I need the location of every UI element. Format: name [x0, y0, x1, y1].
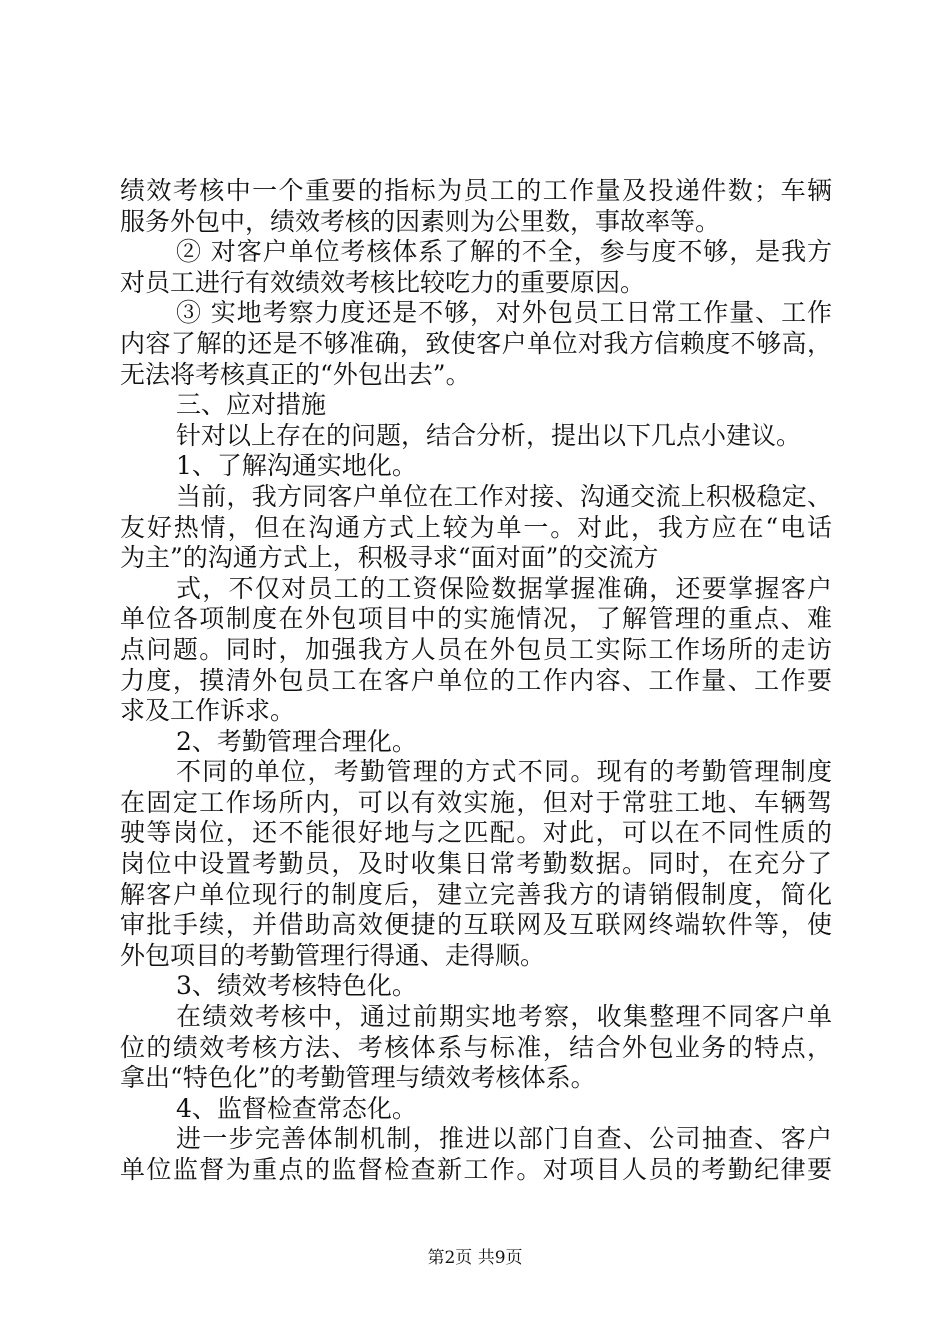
text-line: 当前，我方同客户单位在工作对接、沟通交流上积极稳定、 [176, 481, 832, 511]
text-line: 在固定工作场所内，可以有效实施，但对于常驻工地、车辆驾 [120, 787, 832, 817]
text-line: 三、应对措施 [176, 390, 327, 420]
text-line: 点问题。同时，加强我方人员在外包员工实际工作场所的走访 [120, 634, 832, 664]
text-line: 进一步完善体制机制，推进以部门自查、公司抽查、客户 [176, 1124, 832, 1154]
text-line: 2、考勤管理合理化。 [176, 726, 417, 756]
text-line: 3、绩效考核特色化。 [176, 971, 417, 1001]
text-line: 审批手续，并借助高效便捷的互联网及互联网终端软件等，使 [120, 910, 832, 940]
text-line: 服务外包中，绩效考核的因素则为公里数，事故率等。 [120, 206, 721, 236]
text-line: 为主”的沟通方式上，积极寻求“面对面”的交流方 [120, 543, 659, 573]
text-line: 无法将考核真正的“外包出去”。 [120, 359, 471, 389]
text-line: 在绩效考核中，通过前期实地考察，收集整理不同客户单 [176, 1002, 832, 1032]
text-line: 力度，摸清外包员工在客户单位的工作内容、工作量、工作要 [120, 665, 832, 695]
text-line: 绩效考核中一个重要的指标为员工的工作量及投递件数；车辆 [120, 176, 832, 205]
text-line: 对员工进行有效绩效考核比较吃力的重要原因。 [120, 267, 646, 297]
document-body [120, 176, 832, 1186]
text-line: 内容了解的还是不够准确，致使客户单位对我方信赖度不够高， [120, 328, 832, 358]
text-line: ③ 实地考察力度还是不够，对外包员工日常工作量、工作 [176, 298, 832, 328]
text-line: 位的绩效考核方法、考核体系与标准，结合外包业务的特点， [120, 1032, 832, 1062]
text-line: 求及工作诉求。 [120, 696, 296, 726]
text-line: 友好热情，但在沟通方式上较为单一。对此，我方应在“电话 [120, 512, 832, 542]
text-line: 式，不仅对员工的工资保险数据掌握准确，还要掌握客户 [176, 573, 832, 603]
text-line: 4、监督检查常态化。 [176, 1093, 417, 1123]
text-line: 单位各项制度在外包项目中的实施情况，了解管理的重点、难 [120, 604, 832, 634]
text-line: 拿出“特色化”的考勤管理与绩效考核体系。 [120, 1063, 596, 1093]
text-line: 驶等岗位，还不能很好地与之匹配。对此，可以在不同性质的 [120, 818, 832, 848]
text-line: 不同的单位，考勤管理的方式不同。现有的考勤管理制度 [176, 757, 832, 787]
text-line: 单位监督为重点的监督检查新工作。对项目人员的考勤纪律要 [120, 1155, 832, 1184]
text-line: 1、了解沟通实地化。 [176, 451, 417, 481]
text-line: 解客户单位现行的制度后，建立完善我方的请销假制度，简化 [120, 879, 832, 909]
text-line: 外包项目的考勤管理行得通、走得顺。 [120, 940, 546, 970]
text-line: 岗位中设置考勤员，及时收集日常考勤数据。同时，在充分了 [120, 849, 832, 879]
text-line: ② 对客户单位考核体系了解的不全，参与度不够，是我方 [176, 237, 832, 267]
page-footer: 第2页 共9页 [427, 1248, 523, 1268]
text-line: 针对以上存在的问题，结合分析，提出以下几点小建议。 [176, 420, 802, 450]
